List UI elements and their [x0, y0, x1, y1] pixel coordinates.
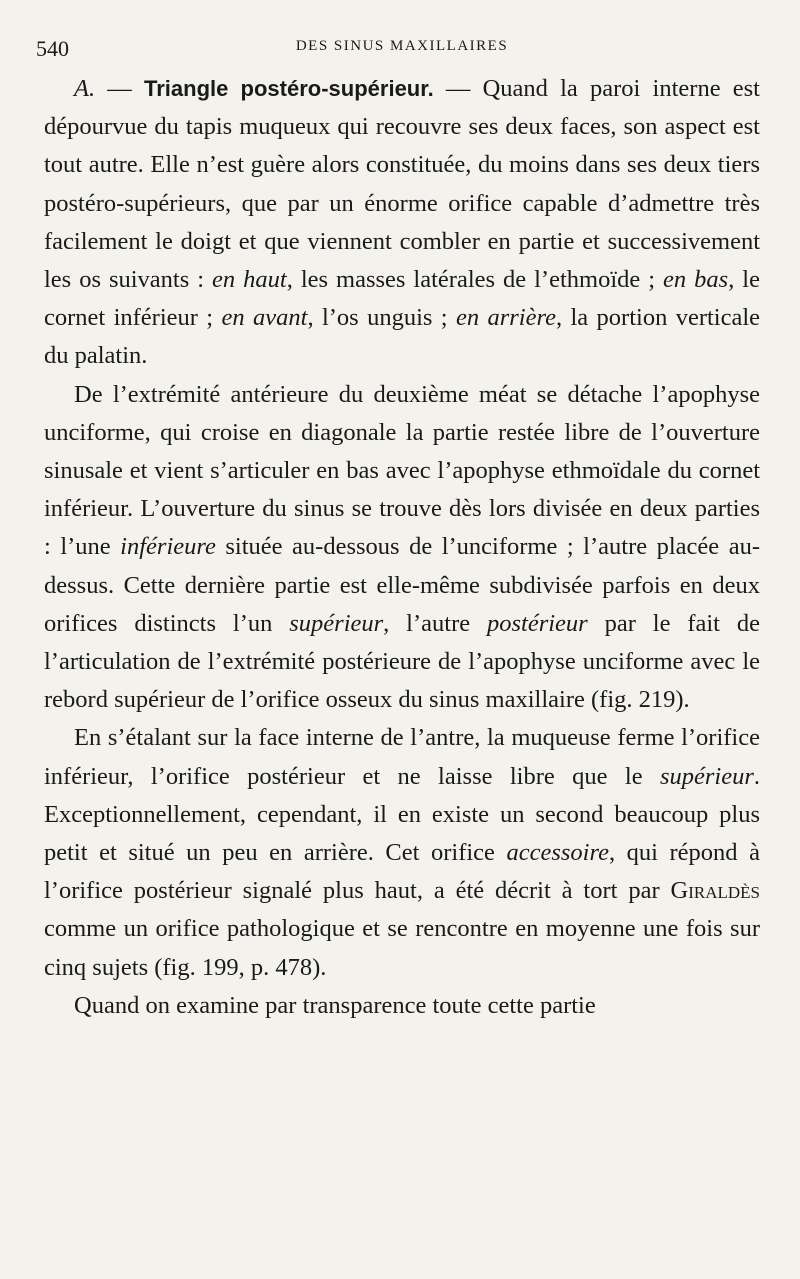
- text-run: par le fait de l’articulation de l’extrémité postérieure de l’apophyse unciforme avec le rebord supérieur de l’orifice osseux du sinus maxillaire (fig. 219).: [44, 609, 760, 714]
- italic-term: en avant: [221, 304, 308, 332]
- paragraph-1: [44, 70, 760, 376]
- italic-term: en arrière: [455, 304, 556, 332]
- body-text: [44, 70, 760, 1025]
- section-dash-1: —: [95, 75, 144, 102]
- text-run: En s’étalant sur la face interne de l’antre, la muqueuse ferme l’orifice inférieur, l’orifice postérieur et ne laisse libre que le: [44, 724, 760, 790]
- text-run: comme un orifice pathologique et se rencontre en moyenne une fois sur cinq sujets (fig. 199, p. 478).: [44, 915, 760, 981]
- italic-term: supérieur: [659, 762, 754, 790]
- text-run: , l’autre: [383, 609, 487, 637]
- italic-term: accessoire: [506, 839, 609, 867]
- paragraph-2: [44, 376, 760, 720]
- author-name: Giraldès: [670, 877, 760, 905]
- text-run: , la portion verticale du palatin.: [44, 304, 761, 370]
- section-title: Triangle postéro-supérieur.: [144, 76, 434, 101]
- page-number: 540: [36, 36, 69, 61]
- running-head: DES SINUS MAXILLAIRES: [295, 38, 509, 54]
- text-run: , l’os unguis ;: [307, 304, 456, 332]
- text-run: , le cornet inférieur ;: [44, 266, 760, 332]
- italic-term: en haut: [212, 266, 287, 294]
- section-label: A.: [74, 75, 96, 102]
- text-run: Quand la paroi interne est dépourvue du tapis muqueux qui recouvre ses deux faces, son aspect est tout autre. Elle n’est guère alors constituée, du moins dans ses deux tiers postéro-supérieurs, que par un énorme orifice capable d’admettre très facilement le doigt et que viennent combler en partie et successivement les os suivants :: [44, 75, 760, 294]
- italic-term: inférieure: [120, 533, 216, 561]
- italic-term: postérieur: [487, 609, 588, 637]
- text-run: située au-dessous de l’unciforme ; l’autre placée au-dessus. Cette dernière partie est elle-même subdivisée parfois en deux orifices distincts l’un: [44, 533, 760, 637]
- text-run: . Exceptionnellement, cependant, il en existe un second beaucoup plus petit et situé un peu en arrière. Cet orifice: [44, 762, 760, 867]
- page-header: [36, 30, 760, 70]
- italic-term: supérieur: [289, 609, 384, 637]
- text-run: De l’extrémité antérieure du deuxième méat se détache l’apophyse unciforme, qui croise en diagonale la partie restée libre de l’ouverture sinusale et vient s’articuler en bas avec l’apophyse ethmoïdale du cornet inférieur. L’ouverture du sinus se trouve dès lors divisée en deux parties : l’une: [44, 380, 760, 561]
- paragraph-4: [44, 987, 760, 1025]
- section-dash-2: —: [433, 75, 483, 102]
- paragraph-3: [44, 719, 760, 986]
- italic-term: en bas: [663, 266, 729, 294]
- text-run: Quand on examine par transparence toute cette partie: [74, 991, 596, 1019]
- text-run: , les masses latérales de l’ethmoïde ;: [286, 266, 664, 294]
- text-run: , qui répond à l’orifice postérieur signalé plus haut, a été décrit à tort par: [44, 839, 760, 905]
